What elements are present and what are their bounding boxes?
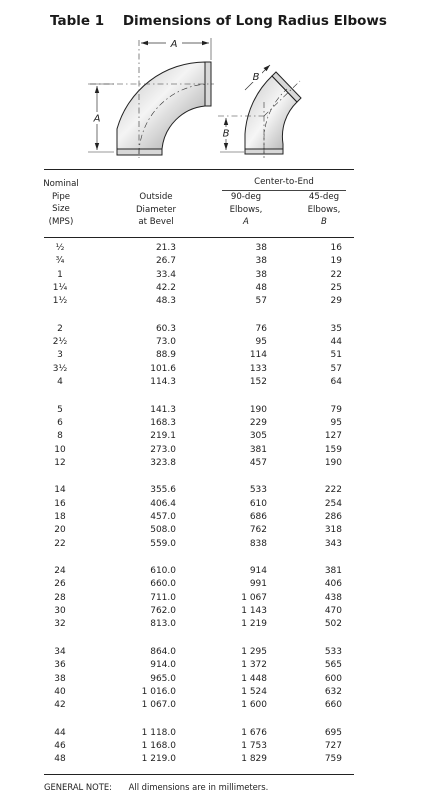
cell-45deg-b: 600 [324, 673, 342, 684]
table-row [0, 243, 423, 256]
cell-45deg-b: 318 [324, 525, 342, 536]
table-row [0, 499, 423, 512]
header-45deg-elbows: 45-deg Elbows, B [307, 192, 341, 227]
cell-outside-diameter: 355.6 [150, 485, 176, 496]
dimension-b-diagonal-label: B [252, 72, 260, 83]
table-row [0, 539, 423, 552]
cell-nps: 28 [54, 592, 66, 603]
header-90deg-elbows: 90-deg Elbows, A [229, 192, 263, 227]
cell-45deg-b: 438 [324, 592, 342, 603]
table-row [0, 270, 423, 283]
cell-45deg-b: 254 [324, 498, 342, 509]
cell-45deg-b: 57 [330, 363, 342, 374]
cell-nps: 16 [54, 498, 66, 509]
cell-90deg-a: 1 372 [241, 660, 267, 671]
cell-nps: 34 [54, 646, 66, 657]
cell-45deg-b: 343 [324, 538, 342, 549]
cell-90deg-a: 991 [249, 579, 267, 590]
table-row [0, 728, 423, 741]
cell-90deg-a: 305 [249, 431, 267, 442]
general-note-text: All dimensions are in millimeters. [128, 782, 269, 792]
cell-90deg-a: 1 524 [241, 686, 267, 697]
cell-90deg-a: 114 [249, 350, 267, 361]
cell-nps: 4 [57, 377, 63, 388]
cell-outside-diameter: 864.0 [150, 646, 176, 657]
cell-45deg-b: 25 [330, 283, 342, 293]
table-row [0, 754, 423, 767]
cell-nps: 8 [57, 431, 63, 442]
cell-nps: 24 [54, 566, 66, 576]
cell-outside-diameter: 33.4 [155, 269, 176, 280]
cell-outside-diameter: 406.4 [150, 498, 176, 509]
cell-outside-diameter: 1 118.0 [141, 727, 176, 738]
table-number: Table 1 [50, 13, 105, 29]
table-row [0, 593, 423, 606]
cell-nps: 26 [54, 579, 66, 590]
table-row [0, 296, 423, 309]
cell-90deg-a: 457 [249, 457, 267, 468]
header-outside-diameter: Outside Diameter at Bevel [135, 192, 177, 227]
cell-45deg-b: 660 [324, 700, 342, 711]
cell-outside-diameter: 1 016.0 [141, 686, 176, 697]
cell-90deg-a: 1 219 [241, 619, 267, 630]
cell-outside-diameter: 168.3 [150, 417, 176, 428]
table-row [0, 458, 423, 471]
table-row [0, 660, 423, 673]
table-row [0, 687, 423, 700]
cell-90deg-a: 1 676 [241, 727, 267, 738]
cell-90deg-a: 686 [249, 511, 267, 522]
cell-nps: 40 [54, 686, 66, 697]
cell-outside-diameter: 813.0 [150, 619, 176, 630]
cell-nps: 14 [54, 485, 66, 496]
cell-outside-diameter: 711.0 [150, 592, 176, 603]
table-row [0, 256, 423, 269]
cell-nps: 12 [54, 457, 66, 468]
table-row [0, 674, 423, 687]
cell-nps: ½ [55, 243, 65, 253]
table-row [0, 445, 423, 458]
cell-45deg-b: 127 [324, 431, 342, 442]
table-row [0, 512, 423, 525]
elbow-90-drawing [88, 37, 214, 158]
cell-45deg-b: 695 [324, 727, 342, 738]
elbow-45-drawing [218, 65, 301, 158]
cell-nps: 2 [57, 323, 63, 334]
cell-45deg-b: 16 [330, 243, 342, 253]
cell-outside-diameter: 1 219.0 [141, 754, 176, 765]
cell-outside-diameter: 1 168.0 [141, 740, 176, 751]
table-row [0, 431, 423, 444]
cell-nps: 46 [54, 740, 66, 751]
cell-45deg-b: 470 [324, 606, 342, 617]
cell-outside-diameter: 508.0 [150, 525, 176, 536]
cell-90deg-a: 1 829 [241, 754, 267, 765]
cell-nps: 2½ [52, 337, 68, 348]
cell-nps: 22 [54, 538, 66, 549]
cell-outside-diameter: 88.9 [155, 350, 176, 361]
cell-outside-diameter: 914.0 [150, 660, 176, 671]
cell-45deg-b: 381 [324, 566, 342, 576]
cell-nps: 5 [57, 404, 63, 415]
cell-45deg-b: 64 [330, 377, 342, 388]
cell-45deg-b: 406 [324, 579, 342, 590]
cell-45deg-b: 44 [330, 337, 342, 348]
cell-outside-diameter: 21.3 [155, 243, 176, 253]
table-row [0, 377, 423, 390]
cell-outside-diameter: 114.3 [150, 377, 176, 388]
cell-45deg-b: 190 [324, 457, 342, 468]
cell-outside-diameter: 219.1 [150, 431, 176, 442]
cell-nps: 30 [54, 606, 66, 617]
table-row [0, 350, 423, 363]
cell-nps: 3 [57, 350, 63, 361]
cell-nps: 20 [54, 525, 66, 536]
dimension-a-top-label: A [170, 39, 178, 50]
cell-nps: 44 [54, 727, 66, 738]
cell-90deg-a: 190 [249, 404, 267, 415]
cell-nps: 48 [54, 754, 66, 765]
cell-45deg-b: 286 [324, 511, 342, 522]
table-bottom-rule [44, 774, 354, 775]
cell-90deg-a: 1 600 [241, 700, 267, 711]
cell-45deg-b: 19 [330, 256, 342, 267]
cell-outside-diameter: 73.0 [155, 337, 176, 348]
cell-outside-diameter: 60.3 [155, 323, 176, 334]
cell-45deg-b: 95 [330, 417, 342, 428]
cell-outside-diameter: 101.6 [150, 363, 176, 374]
cell-nps: 38 [54, 673, 66, 684]
cell-90deg-a: 229 [249, 417, 267, 428]
cell-45deg-b: 159 [324, 444, 342, 455]
cell-nps: 6 [57, 417, 63, 428]
cell-45deg-b: 632 [324, 686, 342, 697]
cell-45deg-b: 502 [324, 619, 342, 630]
cell-90deg-a: 914 [249, 566, 267, 576]
general-note [44, 782, 268, 792]
dimension-b-side-label: B [222, 128, 230, 140]
table-row [0, 619, 423, 632]
table-row [0, 324, 423, 337]
table-row [0, 741, 423, 754]
cell-90deg-a: 57 [255, 296, 267, 307]
cell-nps: 32 [54, 619, 66, 630]
cell-90deg-a: 533 [249, 485, 267, 496]
cell-90deg-a: 610 [249, 498, 267, 509]
cell-45deg-b: 22 [330, 269, 342, 280]
cell-90deg-a: 1 753 [241, 740, 267, 751]
table-row [0, 579, 423, 592]
cell-90deg-a: 133 [249, 363, 267, 374]
cell-nps: 1 [57, 269, 63, 280]
table-row [0, 525, 423, 538]
header-nps: Nominal Pipe Size (MPS) [43, 179, 79, 227]
cell-45deg-b: 533 [324, 646, 342, 657]
cell-45deg-b: 727 [324, 740, 342, 751]
cell-outside-diameter: 273.0 [150, 444, 176, 455]
cell-90deg-a: 381 [249, 444, 267, 455]
cell-nps: 3½ [52, 363, 68, 374]
cell-nps: 1½ [52, 296, 68, 307]
cell-90deg-a: 1 143 [241, 606, 267, 617]
cell-nps: ¾ [55, 256, 65, 267]
cell-90deg-a: 1 067 [241, 592, 267, 603]
table-row [0, 337, 423, 350]
cell-90deg-a: 38 [255, 269, 267, 280]
cell-90deg-a: 76 [255, 323, 267, 334]
cell-outside-diameter: 141.3 [150, 404, 176, 415]
dimension-a-side-label: A [93, 113, 101, 125]
cell-90deg-a: 38 [255, 256, 267, 267]
table-row [0, 418, 423, 431]
cell-nps: 42 [54, 700, 66, 711]
table-row [0, 647, 423, 660]
cell-nps: 36 [54, 660, 66, 671]
cell-45deg-b: 51 [330, 350, 342, 361]
cell-45deg-b: 29 [330, 296, 342, 307]
cell-45deg-b: 222 [324, 485, 342, 496]
cell-outside-diameter: 559.0 [150, 538, 176, 549]
cell-outside-diameter: 762.0 [150, 606, 176, 617]
cell-outside-diameter: 965.0 [150, 673, 176, 684]
cell-nps: 18 [54, 511, 66, 522]
cell-90deg-a: 1 295 [241, 646, 267, 657]
cell-90deg-a: 762 [249, 525, 267, 536]
cell-outside-diameter: 457.0 [150, 511, 176, 522]
cell-45deg-b: 565 [324, 660, 342, 671]
elbow-diagram [0, 34, 423, 164]
cell-outside-diameter: 42.2 [155, 283, 176, 293]
cell-90deg-a: 95 [255, 337, 267, 348]
table-title [50, 13, 410, 29]
cell-outside-diameter: 1 067.0 [141, 700, 176, 711]
cell-45deg-b: 759 [324, 754, 342, 765]
cell-90deg-a: 38 [255, 243, 267, 253]
cell-outside-diameter: 26.7 [155, 256, 176, 267]
header-center-to-end: Center-to-End [254, 177, 314, 187]
table-row [0, 606, 423, 619]
cell-90deg-a: 1 448 [241, 673, 267, 684]
cell-outside-diameter: 660.0 [150, 579, 176, 590]
cell-outside-diameter: 610.0 [150, 566, 176, 576]
header-bottom-rule [44, 237, 354, 238]
table-row [0, 405, 423, 418]
cell-90deg-a: 152 [249, 377, 267, 388]
cell-outside-diameter: 323.8 [150, 457, 176, 468]
table-title-text: Dimensions of Long Radius Elbows [122, 13, 387, 29]
table-row [0, 364, 423, 377]
table-row [0, 700, 423, 713]
cell-45deg-b: 79 [330, 404, 342, 415]
table-row [0, 485, 423, 498]
table-row [0, 283, 423, 296]
cell-nps: 1¼ [52, 283, 68, 293]
cell-90deg-a: 48 [255, 283, 267, 293]
table-top-rule [44, 169, 354, 170]
cell-nps: 10 [54, 444, 66, 455]
cell-outside-diameter: 48.3 [155, 296, 176, 307]
cell-90deg-a: 838 [249, 538, 267, 549]
general-note-label: GENERAL NOTE: [44, 782, 112, 792]
cell-45deg-b: 35 [330, 323, 342, 334]
table-row [0, 566, 423, 579]
